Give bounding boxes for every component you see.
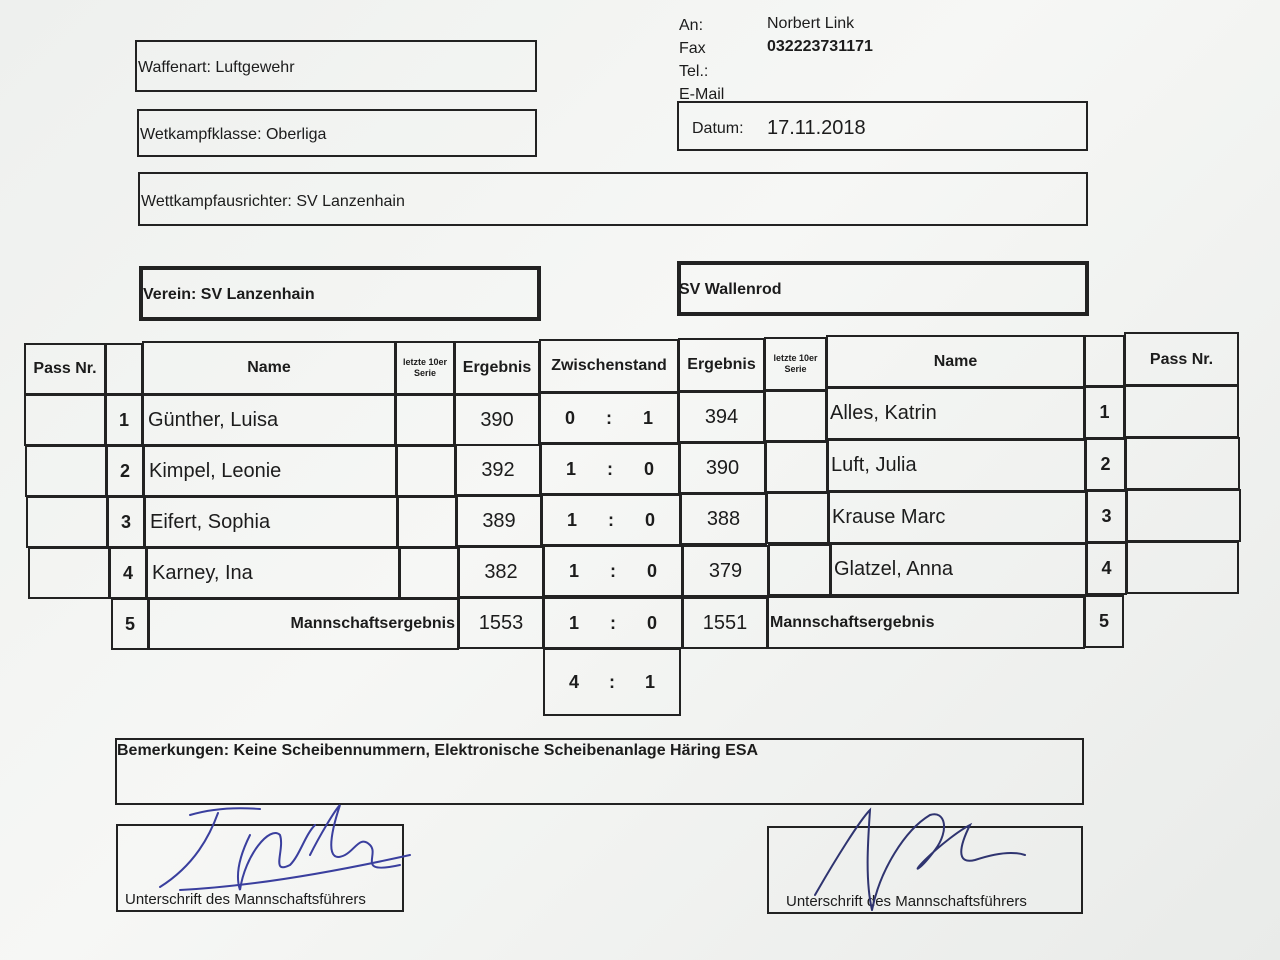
score-separator: :: [610, 560, 616, 581]
away-shooter-name: Glatzel, Anna: [830, 543, 1087, 596]
tel-label: Tel.:: [679, 63, 709, 80]
away-shooter-name: Krause Marc: [828, 491, 1087, 544]
pass-nr-home-cell: [25, 445, 107, 497]
header-letzte-serie-away: [764, 337, 827, 391]
team-label-away: Mannschaftsergebnis: [770, 613, 935, 631]
header-ergebnis-away: Ergebnis: [678, 338, 765, 392]
home-result: 389: [456, 495, 542, 547]
home-shooter-name: Karney, Ina: [146, 547, 400, 599]
row-position-away: 2: [1085, 438, 1126, 491]
pass-nr-away-cell: [1126, 541, 1239, 594]
final-score-cell: [543, 648, 681, 716]
header-letzte-line1-away: letzte 10er: [773, 353, 818, 363]
zwischenstand-cell: [543, 545, 683, 597]
verein-home-text: Verein: SV Lanzenhain: [143, 286, 315, 303]
score-away: 0: [646, 560, 657, 581]
letzte-serie-home-cell: [396, 445, 456, 497]
score-home: 1: [569, 560, 580, 581]
row-position-away: 3: [1086, 490, 1127, 543]
header-ergebnis-home: Ergebnis: [454, 341, 540, 395]
home-shooter-name: Günther, Luisa: [142, 394, 396, 446]
row-position-away: 1: [1084, 386, 1125, 439]
header-pos-home: [105, 343, 143, 395]
team-score-home: 1: [569, 612, 580, 633]
signature-left: [140, 795, 430, 905]
fax-value: 032223731171: [767, 38, 873, 55]
final-score-separator: :: [609, 671, 615, 692]
letzte-serie-away-cell: [765, 441, 828, 493]
zwischenstand-cell: [539, 392, 679, 444]
row-position-away: 4: [1086, 542, 1127, 595]
score-separator: :: [606, 407, 612, 428]
row-position-home: 4: [109, 547, 147, 599]
fax-label: Fax: [679, 40, 706, 57]
home-result: 392: [455, 444, 541, 496]
team-away-result: 1551: [682, 597, 768, 649]
score-home: 0: [565, 407, 576, 428]
header-zwischenstand: Zwischenstand: [539, 339, 679, 393]
pass-nr-away-cell: [1125, 437, 1240, 490]
letzte-serie-home-cell: [395, 394, 455, 446]
header-pass-nr-away: Pass Nr.: [1124, 332, 1239, 386]
wettkampfklasse-text: Wetkampfklasse: Oberliga: [140, 126, 327, 143]
signature-label-right: Unterschrift des Mannschaftsführers: [786, 893, 1027, 910]
team-home-result: 1553: [458, 597, 544, 649]
verein-away-text: SV Wallenrod: [679, 281, 782, 298]
score-home: 1: [567, 509, 578, 530]
pass-nr-home-cell: [28, 547, 110, 599]
pass-nr-away-cell: [1126, 489, 1241, 542]
letzte-serie-away-cell: [768, 544, 831, 596]
ausrichter-text: Wettkampfausrichter: SV Lanzenhain: [141, 193, 405, 210]
header-letzte-line2: Serie: [413, 368, 437, 378]
team-score-away: 0: [646, 612, 657, 633]
remarks-text: Bemerkungen: Keine Scheibennummern, Elektronische Scheibenanlage Häring ESA: [117, 742, 759, 759]
score-separator: :: [608, 509, 614, 530]
final-score-home: 4: [569, 671, 580, 692]
team-result-label-away: [767, 596, 1085, 649]
away-shooter-name: Alles, Katrin: [826, 387, 1085, 440]
signature-right: [810, 800, 1040, 920]
header-name-home: Name: [142, 341, 396, 395]
signature-label-left: Unterschrift des Mannschaftsführers: [125, 891, 366, 908]
letzte-serie-home-cell: [397, 496, 457, 548]
home-result: 390: [454, 394, 540, 446]
team-zwischenstand-cell: [543, 597, 683, 649]
final-score-away: 1: [644, 671, 655, 692]
zwischenstand-cell: [541, 494, 681, 546]
email-label: E-Mail: [679, 86, 725, 103]
row-position-home: 3: [107, 496, 145, 548]
pass-nr-away-cell: [1124, 385, 1239, 438]
zwischenstand-cell: [540, 443, 680, 495]
pass-nr-home-cell: [26, 496, 108, 548]
header-letzte-line1: letzte 10er: [402, 357, 448, 367]
header-letzte-serie-home: [395, 341, 455, 395]
waffenart-text: Waffenart: Luftgewehr: [138, 59, 295, 76]
header-letzte-line2-away: Serie: [784, 364, 807, 374]
team-label-home: Mannschaftsergebnis: [290, 615, 455, 632]
home-result: 382: [458, 546, 544, 598]
score-home: 1: [566, 458, 577, 479]
team-row-position-home: 5: [111, 598, 149, 650]
pass-nr-home-cell: [24, 394, 106, 446]
header-pass-nr-home: Pass Nr.: [24, 343, 106, 395]
score-away: 1: [642, 407, 653, 428]
letzte-serie-away-cell: [764, 390, 827, 442]
datum-value: 17.11.2018: [767, 117, 866, 139]
score-away: 0: [644, 509, 655, 530]
away-result: 379: [682, 545, 769, 597]
team-result-label-home: [148, 598, 459, 650]
letzte-serie-away-cell: [766, 492, 829, 544]
an-label: An:: [679, 17, 704, 34]
row-position-home: 1: [105, 394, 143, 446]
header-name-away: Name: [826, 335, 1085, 388]
an-value: Norbert Link: [767, 15, 855, 32]
team-score-separator: :: [610, 612, 616, 633]
row-position-home: 2: [106, 445, 144, 497]
away-result: 390: [679, 442, 766, 494]
score-separator: :: [607, 458, 613, 479]
letzte-serie-home-cell: [399, 547, 459, 599]
away-result: 388: [680, 493, 767, 545]
away-shooter-name: Luft, Julia: [827, 439, 1086, 492]
home-shooter-name: Eifert, Sophia: [144, 496, 398, 548]
away-result: 394: [678, 391, 765, 443]
team-row-position-away: 5: [1084, 595, 1124, 648]
header-pos-away: [1084, 335, 1125, 387]
datum-label: Datum:: [692, 120, 744, 137]
home-shooter-name: Kimpel, Leonie: [143, 445, 397, 497]
score-away: 0: [643, 458, 654, 479]
